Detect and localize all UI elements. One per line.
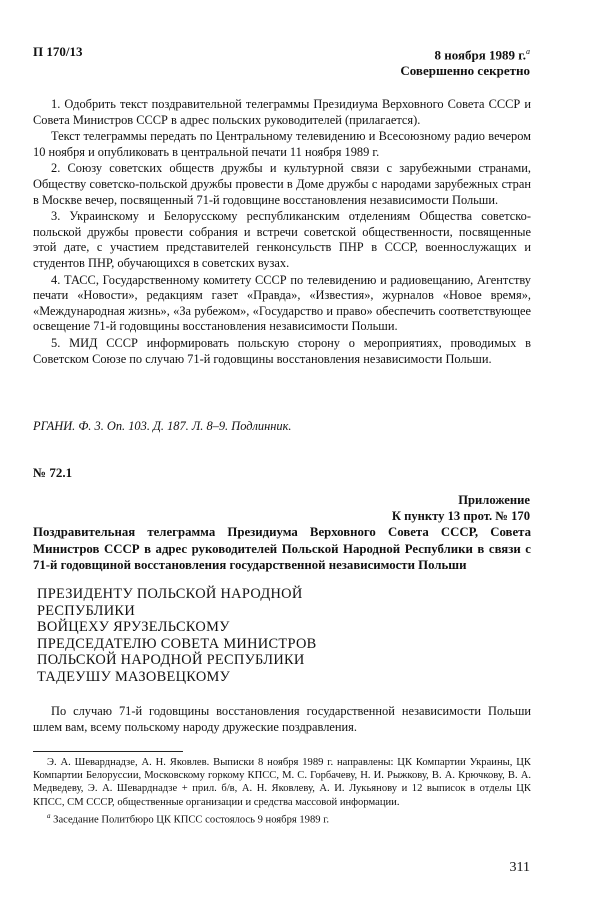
addressee-line: ТАДЕУШУ МАЗОВЕЦКОМУ xyxy=(37,668,231,685)
greeting-text: По случаю 71-й годовщины восстановления государственной независимости Польши шлем вам, всему польскому народу дружеские поздравления. xyxy=(33,704,531,734)
addressee-line: ПРЕДСЕДАТЕЛЮ СОВЕТА МИНИСТРОВ xyxy=(37,635,317,652)
meeting-note-text: Заседание Политбюро ЦК КПСС состоялось 9 ноября 1989 г. xyxy=(53,814,330,826)
protocol-code: П 170/13 xyxy=(33,44,83,59)
classification-label: Совершенно секретно xyxy=(400,63,530,79)
point-4: 4. ТАСС, Государственному комитету СССР по телевидению и радиовещанию, Агентству печати «Новости», редакциям газет «Правда», «Известия», журналов «Новое время», «Международная жизнь», «За рубежом», «Государство и право» обеспечить соответствующее освещение 71-й годовщины восстановления независимости Польши. xyxy=(33,272,531,334)
point-1: 1. Одобрить текст поздравительной телеграммы Президиума Верховного Совета СССР и Совета Министров СССР в адрес польских руководителей (прилагается). xyxy=(33,97,531,127)
addressee-block xyxy=(37,586,507,686)
footnote-marker: а xyxy=(47,811,51,820)
protocol-date xyxy=(400,44,530,63)
archive-source: РГАНИ. Ф. 3. Оп. 103. Д. 187. Л. 8–9. Подлинник. xyxy=(33,419,292,433)
resolution-points xyxy=(33,97,531,367)
footnote-divider xyxy=(33,751,183,752)
point-3: 3. Украинскому и Белорусскому республиканским отделениям Общества советско-польской дружбы провести собрания и встречи советской общественности, посвященные этой дате, с участием представителей генконсульств ПНР в СССР, военнослужащих и студентов ПНР, обучающихся в советских вузах. xyxy=(33,209,531,270)
document-number: № 72.1 xyxy=(33,465,73,480)
appendix-title: Поздравительная телеграмма Президиума Верховного Совета СССР, Совета Министров СССР в адрес руководителей Польской Народной Республики в связи с 71-й годовщиной восстановления государственной независимости Польши xyxy=(33,525,531,572)
footnote-marker: а xyxy=(526,47,530,56)
addressee-line: ПОЛЬСКОЙ НАРОДНОЙ РЕСПУБЛИКИ xyxy=(37,652,305,669)
protocol-date-text: 8 ноября 1989 г. xyxy=(434,47,526,63)
addressee-line: ПРЕЗИДЕНТУ ПОЛЬСКОЙ НАРОДНОЙ xyxy=(37,586,303,602)
appendix-header xyxy=(392,493,530,524)
appendix-label: Приложение xyxy=(458,493,530,507)
page-number: 311 xyxy=(509,860,530,875)
header-right xyxy=(400,44,530,79)
appendix-reference: К пункту 13 прот. № 170 xyxy=(391,508,530,523)
telegram-body xyxy=(33,704,531,735)
meeting-note xyxy=(33,810,531,827)
point-2: 2. Союзу советских обществ дружбы и культурной связи с зарубежными странами, Обществу советско-польской дружбы провести в Доме дружбы с народами зарубежных стран в Москве вечер, посвященный 71-й годовщине восстановления независимости Польши. xyxy=(33,161,531,207)
footnotes xyxy=(33,756,531,827)
point-5: 5. МИД СССР информировать польскую сторону о мероприятиях, проводимых в Советском Союзе по случаю 71-й годовщины восстановления независимости Польши. xyxy=(33,335,531,366)
distribution-note: Э. А. Шеварднадзе, А. Н. Яковлев. Выписки 8 ноября 1989 г. направлены: ЦК Компартии Украины, ЦК Компартии Белоруссии, Московскому горкому КПСС, М. С. Горбачеву, Н. И. Рыжкову, В. А. Крючкову, В. А. Медведеву, Э. А. Шеварднадзе + прил. б/в, А. Н. Яковлеву, А. И. Лукьянову и 12 выписок в отделы ЦК КПСС, СМ СССР, общественные организации и средства массовой информации. xyxy=(33,757,531,808)
addressee-line: ВОЙЦЕХУ ЯРУЗЕЛЬСКОМУ xyxy=(37,619,230,636)
point-1-continued: Текст телеграммы передать по Центральному телевидению и Всесоюзному радио вечером 10 ноября и опубликовать в центральной печати 11 ноября 1989 г. xyxy=(33,129,531,159)
addressee-line: РЕСПУБЛИКИ xyxy=(37,602,136,619)
